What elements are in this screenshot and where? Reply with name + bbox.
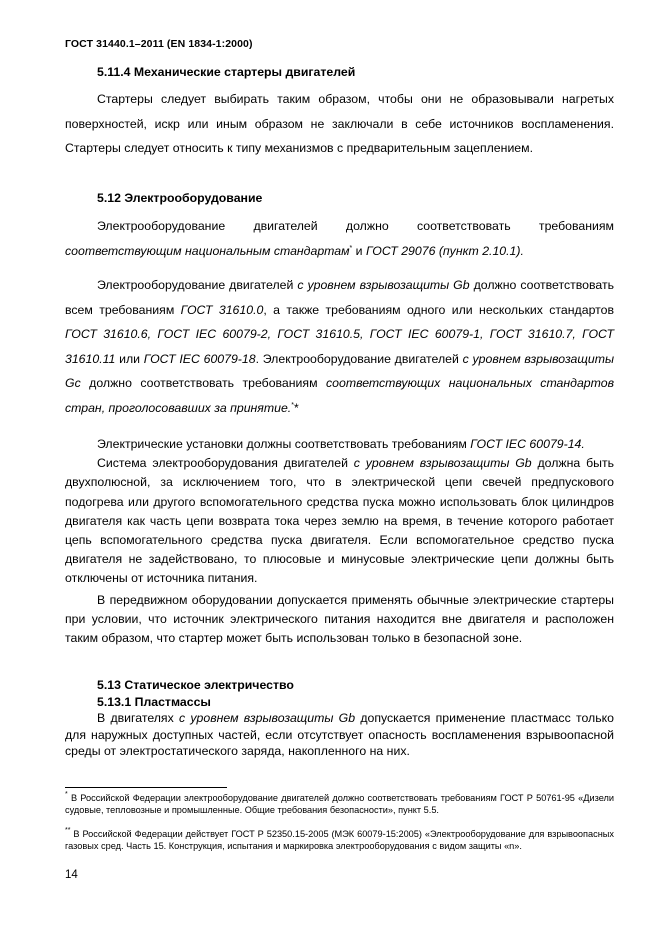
paragraph: Электрические установки должны соответствовать требованиям ГОСТ IEC 60079-14. [97,437,585,451]
section-5-12 [65,188,614,420]
section-heading: 5.11.4 Механические стартеры двигателей [97,65,356,79]
footnote-2: ** В Российской Федерации действует ГОСТ Р 52350.15-2005 (МЭК 60079-15:2005) «Электрооборудование для взрывоопасных газовых сред. Часть 15. Конструкция, испытания и маркировка электрооборудования с видом защиты «n». [65,827,614,851]
section-5-11-4 [65,62,614,161]
paragraph: Стартеры следует выбирать таким образом, чтобы они не образовывали нагретых поверхностей, искр или иным образом не заключали в себе источников воспламенения. Стартеры следует относить к типу механизмов с предварительным зацеплением. [65,92,614,155]
section-5-12-continued [65,435,614,648]
section-heading: 5.12 Электрооборудование [97,191,263,205]
section-heading: 5.13 Статическое электричество [97,678,294,692]
section-5-13 [65,677,614,760]
paragraph: Электрооборудование двигателей с уровнем взрывозащиты Gb должно соответствовать всем требованиям ГОСТ 31610.0, а также требованиям одного или нескольких стандартов ГОСТ 31610.6, ГОСТ IEC 60079-2, ГОСТ 31610.5, ГОСТ IEC 60079-1, ГОСТ 31610.7, ГОСТ 31610.11 или ГОСТ IEC 60079-18. Электрооборудование двигателей с уровнем взрывозащиты Gc должно соответствовать требованиям соответствующих национальных стандартов стран, проголосовавших за принятие.** [65,278,615,415]
paragraph: Электрооборудование двигателей должно соответствовать требованиям соответствующим национальным стандартам* и ГОСТ 29076 (пункт 2.10.1). [65,219,614,258]
paragraph: В двигателях с уровнем взрывозащиты Gb допускается применение пластмасс только для наружных доступных частей, если отсутствует опасность воспламенения взрывоопасной среды от электростатического заряда, накопленного на них. [65,711,614,758]
paragraph: Система электрооборудования двигателей с уровнем взрывозащиты Gb должна быть двухполюсной, за исключением того, что в электрической цепи свечей предпускового подогрева или другого вспомогательного средства пуска можно использовать блок цилиндров двигателя как часть цепи возврата тока через землю на время, в течение которого работает цепь вспомогательного средства пуска двигателя. Если вспомогательное средство пуска двигателя не задействовано, то плюсовые и минусовые электрические цепи должны быть отключены от источника питания. [65,456,614,586]
page-number: 14 [65,869,78,881]
footnote-1: * В Российской Федерации электрооборудование двигателей должно соответствовать требованиям ГОСТ Р 50761-95 «Дизели судовые, тепловозные и промышленные. Общие требования безопасности», пункт 5.5. [65,791,614,815]
paragraph: В передвижном оборудовании допускается применять обычные электрические стартеры при условии, что источник электрического питания находится вне двигателя и расположен таким образом, что стартер может быть использован только в безопасной зоне. [65,592,614,646]
document-header: ГОСТ 31440.1–2011 (EN 1834-1:2000) [65,38,253,50]
footnote-divider [65,787,227,788]
subsection-heading: 5.13.1 Пластмассы [97,694,211,709]
